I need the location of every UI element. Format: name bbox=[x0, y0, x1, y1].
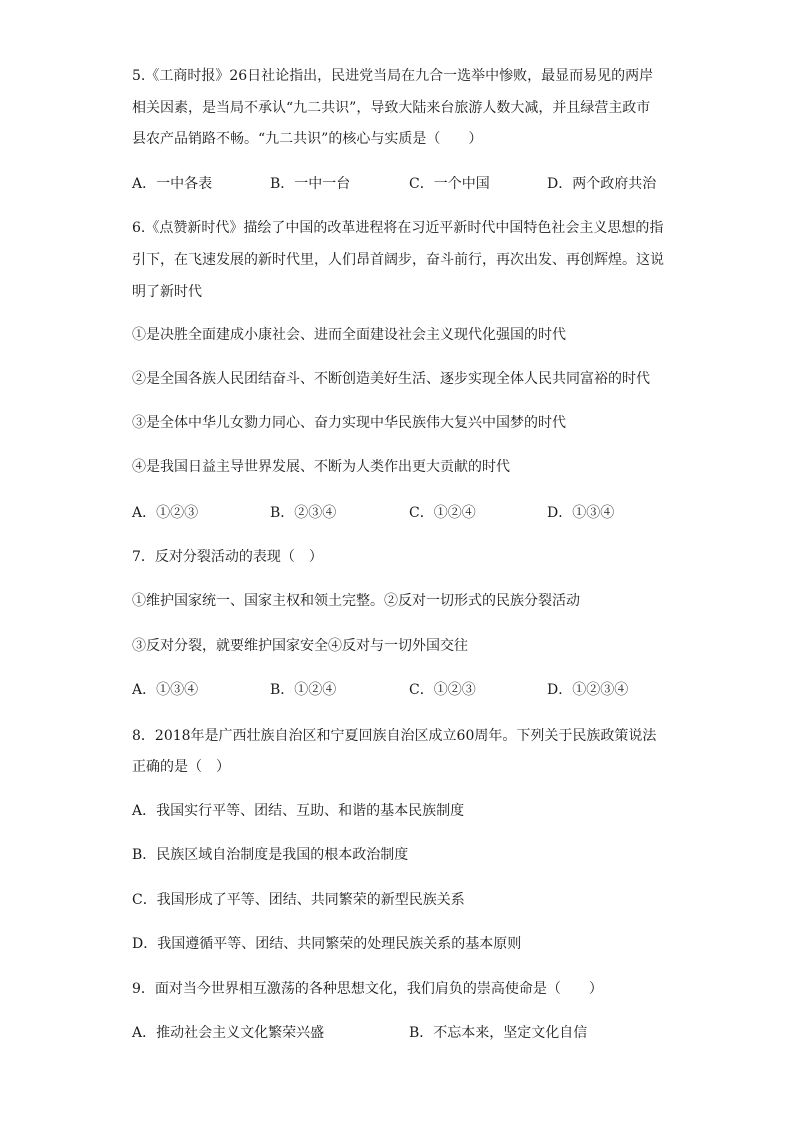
q8-stem-line-1: 8．2018年是广西壮族自治区和宁夏回族自治区成立60周年。下列关于民族政策说法 bbox=[132, 728, 657, 744]
q5-stem-line-1: 5.《工商时报》26日社论指出，民进党当局在九合一选举中惨败，最显而易见的两岸 bbox=[132, 68, 654, 84]
q6-statement-1: ①是决胜全面建成小康社会、进而全面建设社会主义现代化强国的时代 bbox=[132, 327, 566, 343]
q8-option-c: C．我国形成了平等、团结、共同繁荣的新型民族关系 bbox=[132, 892, 465, 908]
q6-statement-4: ④是我国日益主导世界发展、不断为人类作出更大贡献的时代 bbox=[132, 459, 510, 475]
q6-stem-line-2: 引下，在飞速发展的新时代里，人们昂首阔步，奋斗前行，再次出发、再创辉煌。这说 bbox=[132, 252, 664, 268]
q7-option-d: D．①②③④ bbox=[547, 682, 629, 698]
q7-option-a: A．①③④ bbox=[132, 682, 199, 698]
q5-option-a: A．一中各表 bbox=[132, 176, 213, 192]
q9-stem: 9．面对当今世界相互激荡的各种思想文化，我们肩负的崇高使命是（ ） bbox=[132, 981, 603, 997]
q9-option-a: A．推动社会主义文化繁荣兴盛 bbox=[132, 1025, 325, 1041]
q8-option-b: B．民族区域自治制度是我国的根本政治制度 bbox=[132, 847, 409, 863]
q7-option-b: B．①②④ bbox=[270, 682, 337, 698]
q5-stem-line-2: 相关因素，是当局不承认“九二共识”，导致大陆来台旅游人数大减，并且绿营主政市 bbox=[132, 100, 651, 116]
q6-option-d: D．①③④ bbox=[547, 505, 615, 521]
q6-stem-line-3: 明了新时代 bbox=[132, 284, 202, 300]
q5-stem-line-3: 县农产品销路不畅。“九二共识”的核心与实质是（ ） bbox=[132, 131, 483, 147]
q6-option-b: B．②③④ bbox=[270, 505, 337, 521]
q8-option-d: D．我国遵循平等、团结、共同繁荣的处理民族关系的基本原则 bbox=[132, 936, 522, 952]
q7-statement-1: ①维护国家统一、国家主权和领土完整。②反对一切形式的民族分裂活动 bbox=[132, 593, 580, 609]
q5-option-c: C．一个中国 bbox=[409, 176, 490, 192]
q7-stem: 7．反对分裂活动的表现（ ） bbox=[132, 549, 323, 565]
q5-option-b: B．一中一台 bbox=[270, 176, 351, 192]
q6-statement-2: ②是全国各族人民团结奋斗、不断创造美好生活、逐步实现全体人民共同富裕的时代 bbox=[132, 371, 650, 387]
q7-option-c: C．①②③ bbox=[409, 682, 476, 698]
q7-statement-2: ③反对分裂，就要维护国家安全④反对与一切外国交往 bbox=[132, 638, 468, 654]
q5-option-d: D．两个政府共治 bbox=[547, 176, 657, 192]
q6-option-a: A．①②③ bbox=[132, 505, 199, 521]
q6-statement-3: ③是全体中华儿女勠力同心、奋力实现中华民族伟大复兴中国梦的时代 bbox=[132, 415, 566, 431]
q8-stem-line-2: 正确的是（ ） bbox=[132, 759, 230, 775]
q6-stem-line-1: 6.《点赞新时代》描绘了中国的改革进程将在习近平新时代中国特色社会主义思想的指 bbox=[132, 220, 664, 236]
q6-option-c: C．①②④ bbox=[409, 505, 476, 521]
q9-option-b: B．不忘本来，坚定文化自信 bbox=[409, 1025, 588, 1041]
q8-option-a: A．我国实行平等、团结、互助、和谐的基本民族制度 bbox=[132, 803, 465, 819]
